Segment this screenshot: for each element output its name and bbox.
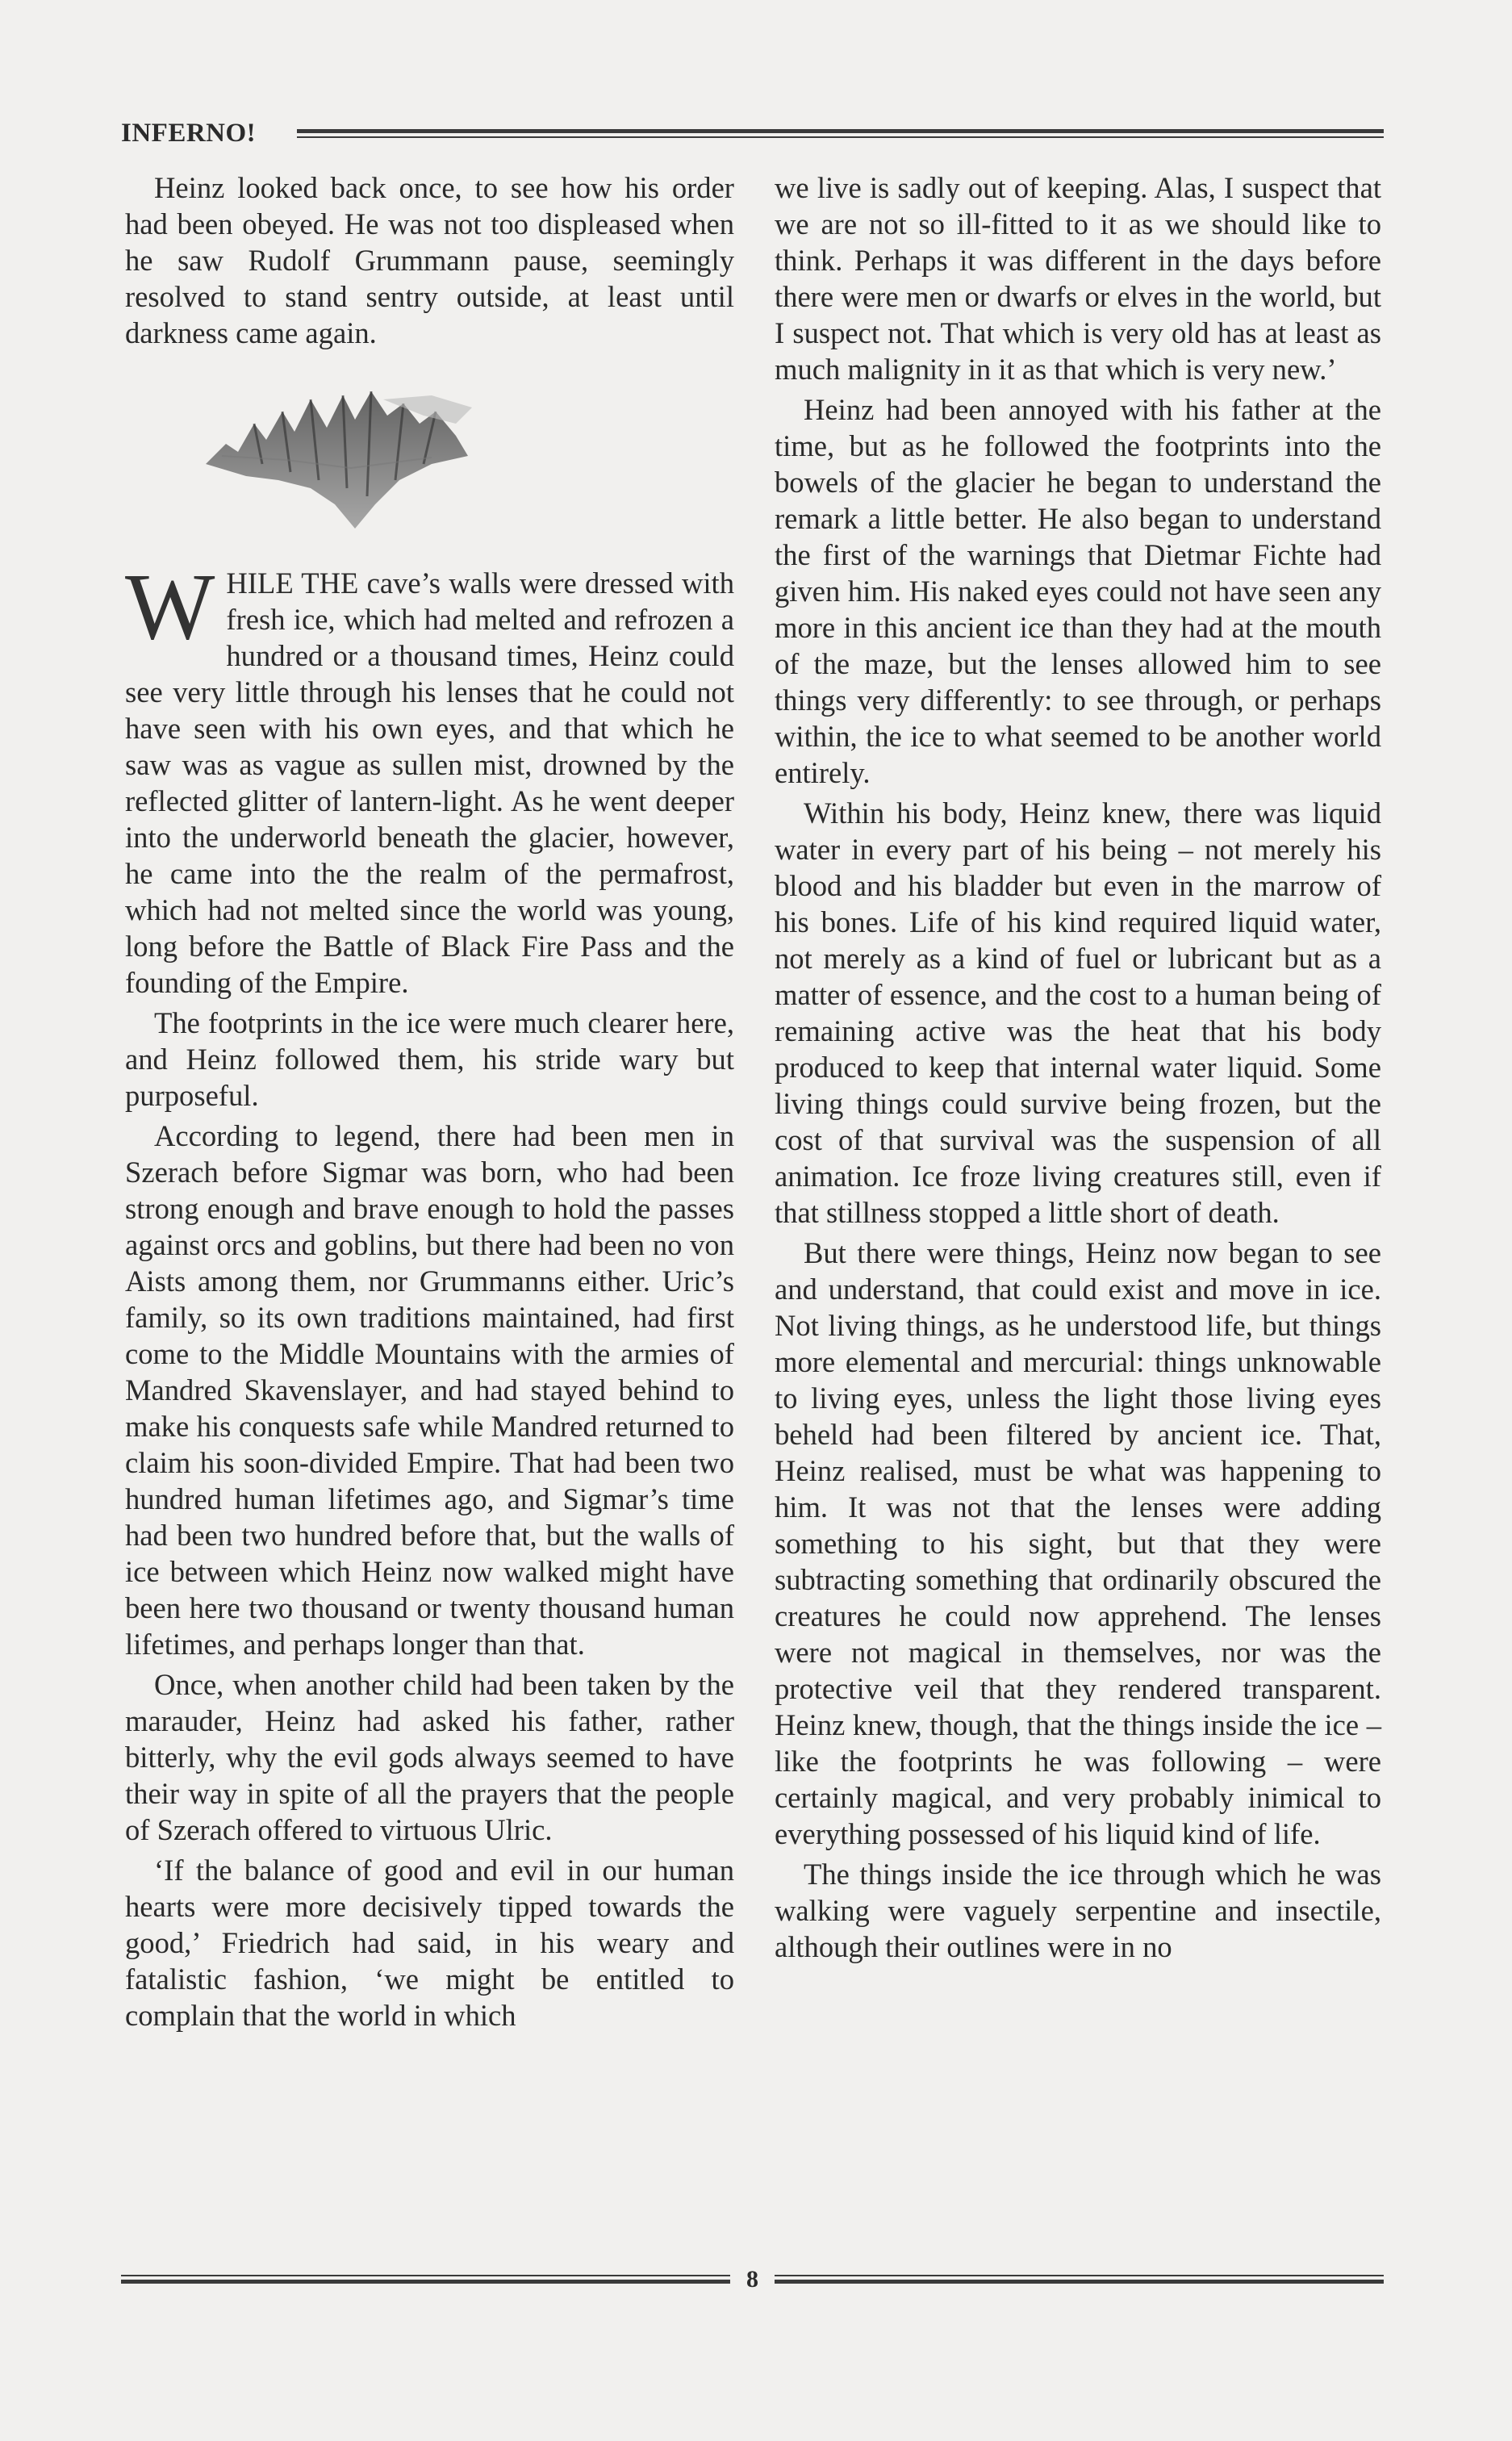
mountain-range-icon [190,367,480,545]
drop-cap: W [125,554,215,659]
footer-rule-right [775,2275,1384,2286]
left-column [125,169,734,2038]
right-column [775,169,1381,1969]
paragraph: we live is sadly out of keeping. Alas, I suspect that we are not so ill-fitted to it as we should like to think. Perhaps it was different in the days before there were men or dwarfs or elves in the world, but I suspect not. That which is very old has at least as much malignity in it as that which is very new.’ [775,171,1381,386]
paragraph-text: HILE THE cave’s walls were dressed with fresh ice, which had melted and refrozen a hundred or a thousand times, Heinz could see very little through his lenses that he could not have seen with his own eyes, and that which he saw was as vague as sullen mist, drowned by the reflected glitter of lantern-light. As he went deeper into the underworld beneath the glacier, however, he came into the the realm of the permafrost, which had not melted since the world was young, long before the Battle of Black Fire Pass and the founding of the Empire. [125,566,734,999]
paragraph: Heinz looked back once, to see how his order had been obeyed. He was not too displeased when he saw Rudolf Grummann pause, seemingly resolved to stand sentry outside, at least until darkness came again. [125,171,734,349]
footer-rule-left [121,2275,730,2286]
paragraph: The things inside the ice through which he was walking were vaguely serpentine and insectile, although their outlines were in no [775,1858,1381,1963]
mountain-illustration [125,367,734,549]
header-double-rule [297,129,1384,140]
running-header [121,117,1384,149]
paragraph: The footprints in the ice were much clearer here, and Heinz followed them, his stride wary but purposeful. [125,1006,734,1112]
running-title: INFERNO! [121,119,257,148]
running-footer [121,2263,1384,2296]
paragraph: According to legend, there had been men in Szerach before Sigmar was born, who had been strong enough and brave enough to hold the passes against orcs and goblins, but there had been no von Aists among them, nor Grummanns either. Uric’s family, so its own traditions maintained, had first come to the Middle Mountains with the armies of Mandred Skavenslayer, and had stayed behind to make his conquests safe while Mandred returned to claim his soon-divided Empire. That had been two hundred human lifetimes ago, and Sigmar’s time had been two hundred before that, but the walls of ice between which Heinz now walked might have been here two thousand or twenty thousand human lifetimes, and perhaps longer than that. [125,1119,734,1661]
paragraph: Within his body, Heinz knew, there was liquid water in every part of his being – not merely his blood and his bladder but even in the marrow of his bones. Life of his kind required liquid water, not merely as a kind of fuel or lubricant but as a matter of essence, and the cost to a human being of remaining active was the heat that his body produced to keep that internal water liquid. Some living things could survive being frozen, but the cost of that survival was the suspension of all animation. Ice froze living creatures still, even if that stillness stopped a little short of death. [775,796,1381,1229]
paragraph: Once, when another child had been taken by the marauder, Heinz had asked his father, rather bitterly, why the evil gods always seemed to have their way in spite of all the prayers that the people of Szerach offered to virtuous Ulric. [125,1668,734,1846]
paragraph: ‘If the balance of good and evil in our human hearts were more decisively tipped towards the good,’ Friedrich had said, in his weary and fatalistic fashion, ‘we might be entitled to complain that the world in which [125,1854,734,2032]
paragraph-with-dropcap [125,554,734,1001]
paragraph: But there were things, Heinz now began to see and understand, that could exist and move in ice. Not living things, as he understood life, but things more elemental and mercurial: things unknowable to living eyes, unless the light those living eyes beheld had been filtered by ancient ice. That, Heinz realised, must be what was happening to him. It was not that the lenses were adding something to his sight, but that they were subtracting something that ordinarily obscured the creatures he could now apprehend. The lenses were not magical in themselves, nor was the protective veil that they rendered transparent. Heinz knew, though, that the things inside the ice – like the footprints he was following – were certainly magical, and very probably inimical to everything possessed of his liquid kind of life. [775,1236,1381,1850]
page-number: 8 [746,2266,758,2293]
paragraph: Heinz had been annoyed with his father at the time, but as he followed the footprints into the bowels of the glacier he began to understand the remark a little better. He also began to understand the first of the warnings that Dietmar Fichte had given him. His naked eyes could not have seen any more in this ancient ice than they had at the mouth of the maze, but the lenses allowed him to see things very differently: to see through, or perhaps within, the ice to what seemed to be another world entirely. [775,393,1381,789]
